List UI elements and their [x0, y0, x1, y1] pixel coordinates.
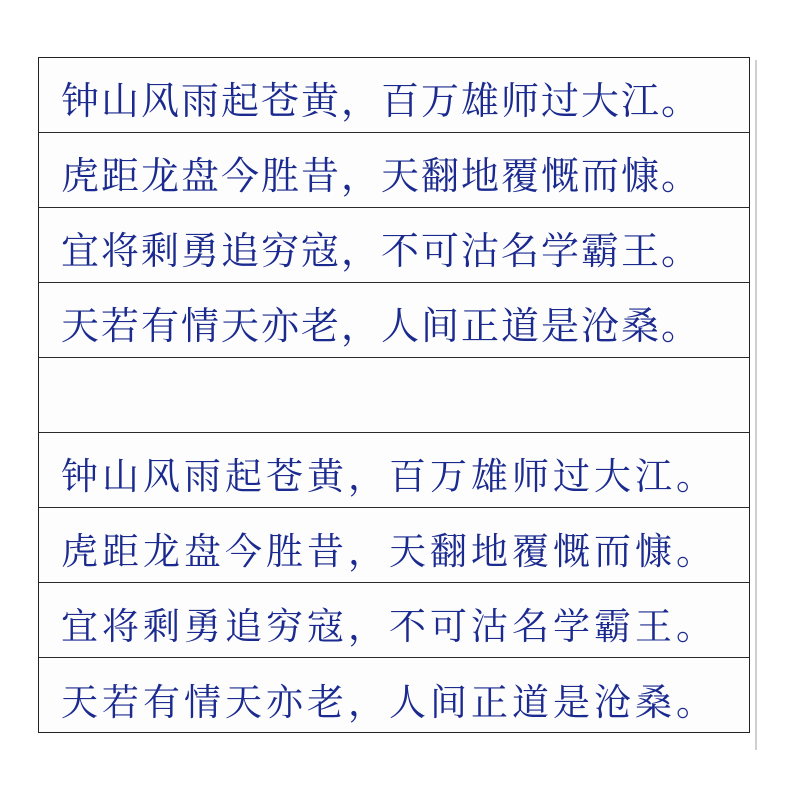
paper-edge-shadow: [755, 60, 757, 750]
ruled-line-2: [39, 133, 749, 208]
handwritten-line-2: 虎距龙盘今胜昔，天翻地覆慨而慷。: [61, 154, 702, 198]
ruled-line-8: [39, 583, 749, 658]
ruled-line-9: [39, 658, 749, 733]
handwritten-line-4: 天若有情天亦老，人间正道是沧桑。: [61, 304, 702, 348]
handwritten-line-9: 天若有情天亦老，人间正道是沧桑。: [61, 681, 717, 724]
ruled-line-3: [39, 208, 749, 283]
ruled-line-blank: [39, 358, 749, 433]
handwriting-copy-sheet: [38, 57, 750, 733]
ruled-line-4: [39, 283, 749, 358]
handwritten-line-6: 钟山风雨起苍黄，百万雄师过大江。: [61, 455, 717, 498]
ruled-line-6: [39, 433, 749, 508]
ruled-line-7: [39, 508, 749, 583]
handwritten-line-3: 宜将剩勇追穷寇，不可沽名学霸王。: [61, 229, 702, 273]
handwritten-line-7: 虎距龙盘今胜昔，天翻地覆慨而慷。: [61, 530, 717, 573]
handwritten-line-1: 钟山风雨起苍黄，百万雄师过大江。: [61, 79, 702, 123]
ruled-line-1: [39, 58, 749, 133]
handwritten-line-8: 宜将剩勇追穷寇，不可沽名学霸王。: [61, 605, 717, 648]
